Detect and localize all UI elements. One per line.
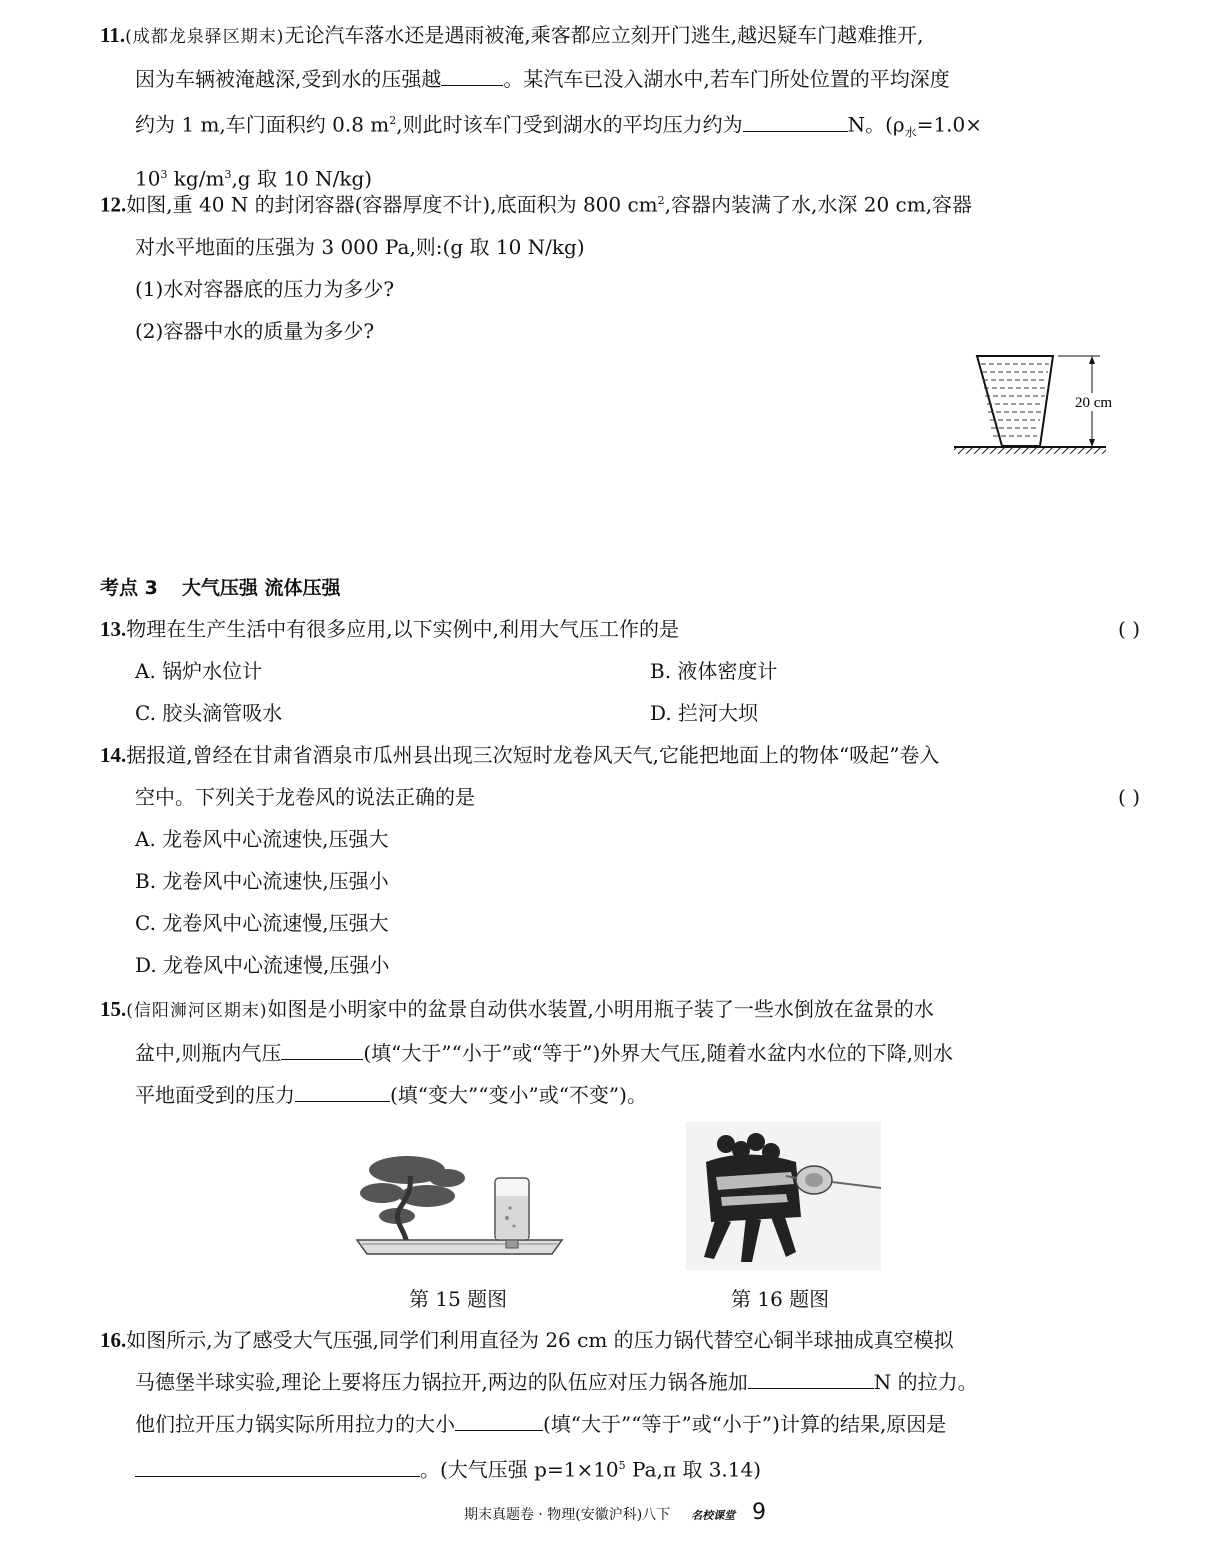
container-figure bbox=[950, 350, 1120, 460]
question-number: 15. bbox=[100, 997, 127, 1021]
question-text: 如图是小明家中的盆景自动供水装置,小明用瓶子装了一些水倒放在盆景的水 bbox=[267, 997, 934, 1021]
subscript: 水 bbox=[904, 125, 917, 140]
tree-foliage bbox=[360, 1156, 465, 1224]
sub-question: (1)水对容器底的压力为多少? bbox=[135, 276, 395, 301]
question-text: 10 bbox=[135, 166, 161, 191]
option-a[interactable]: A. 锅炉水位计 bbox=[135, 659, 263, 683]
container-outline bbox=[977, 356, 1053, 446]
question-11 bbox=[100, 14, 1140, 199]
section-label: 考点 3 bbox=[100, 577, 158, 599]
brand-logo: 名校课堂 bbox=[691, 1509, 736, 1522]
option-d[interactable]: D. 龙卷风中心流速慢,压强小 bbox=[135, 953, 390, 977]
section-heading bbox=[100, 568, 340, 608]
question-text: ,容器内装满了水,水深 20 cm,容器 bbox=[664, 192, 973, 217]
question-text: (填“大于”“小于”或“等于”)外界大气压,随着水盆内水位的下降,则水 bbox=[363, 1041, 954, 1065]
page-number: 9 bbox=[752, 1500, 767, 1525]
answer-blank[interactable] bbox=[135, 1454, 420, 1477]
ground-hatch bbox=[954, 448, 1106, 454]
option-c[interactable]: C. 龙卷风中心流速慢,压强大 bbox=[135, 911, 389, 935]
figure-16-caption: 第 16 题图 bbox=[731, 1287, 830, 1311]
superscript: 5 bbox=[618, 1459, 626, 1472]
option-b[interactable]: B. 龙卷风中心流速快,压强小 bbox=[135, 869, 389, 893]
question-text: =1.0× bbox=[916, 112, 983, 137]
tug-of-war-figure bbox=[686, 1122, 881, 1270]
question-text: ,g 取 10 N/kg) bbox=[231, 166, 373, 191]
question-text: N 的拉力。 bbox=[873, 1370, 978, 1394]
question-text: 据报道,曾经在甘肃省酒泉市瓜州县出现三次短时龙卷风天气,它能把地面上的物体“吸起”卷入 bbox=[126, 743, 940, 767]
question-text: 他们拉开压力锅实际所用拉力的大小 bbox=[135, 1412, 455, 1436]
question-14 bbox=[100, 734, 1140, 986]
question-15 bbox=[100, 988, 1140, 1116]
answer-blank[interactable] bbox=[281, 1037, 363, 1060]
question-text: 如图所示,为了感受大气压强,同学们利用直径为 26 cm 的压力锅代替空心铜半球抽成真空模拟 bbox=[126, 1328, 954, 1352]
question-text: 如图,重 40 N 的封闭容器(容器厚度不计),底面积为 800 cm bbox=[126, 192, 658, 217]
sub-question: (2)容器中水的质量为多少? bbox=[135, 318, 375, 343]
question-text: 约为 1 m,车门面积约 0.8 m bbox=[135, 112, 390, 137]
question-source: (信阳浉河区期末) bbox=[126, 1001, 268, 1021]
superscript: 3 bbox=[224, 167, 232, 181]
question-number: 13. bbox=[100, 617, 127, 641]
footer-title: 期末真题卷 · 物理(安徽沪科)八下 bbox=[463, 1507, 671, 1523]
question-13 bbox=[100, 608, 1140, 650]
question-number: 14. bbox=[100, 743, 127, 767]
question-text: kg/m bbox=[167, 166, 225, 191]
answer-blank[interactable] bbox=[748, 1366, 874, 1389]
section-title: 大气压强 流体压强 bbox=[181, 577, 341, 599]
question-number: 12. bbox=[100, 192, 127, 217]
question-text: (填“变大”“变小”或“不变”)。 bbox=[390, 1083, 647, 1107]
water-tray bbox=[357, 1240, 562, 1254]
option-c[interactable]: C. 胶头滴管吸水 bbox=[135, 701, 283, 725]
question-text: ,则此时该车门受到湖水的平均压力约为 bbox=[396, 112, 743, 137]
superscript: 3 bbox=[160, 167, 168, 181]
question-source: (成都龙泉驿区期末) bbox=[125, 27, 285, 47]
page-footer bbox=[0, 1500, 1230, 1525]
question-text: 。(大气压强 p=1×10 bbox=[420, 1457, 619, 1482]
question-text: 空中。下列关于龙卷风的说法正确的是 bbox=[135, 785, 475, 809]
question-text: Pa,π 取 3.14) bbox=[625, 1457, 762, 1482]
answer-paren[interactable]: ( ) bbox=[1118, 785, 1140, 809]
question-text: 。某汽车已没入湖水中,若车门所处位置的平均深度 bbox=[503, 67, 950, 91]
question-text: 物理在生产生活中有很多应用,以下实例中,利用大气压工作的是 bbox=[126, 617, 679, 641]
question-text: 马德堡半球实验,理论上要将压力锅拉开,两边的队伍应对压力锅各施加 bbox=[135, 1370, 748, 1394]
answer-paren[interactable]: ( ) bbox=[1118, 617, 1140, 641]
answer-blank[interactable] bbox=[455, 1408, 543, 1431]
question-12 bbox=[100, 180, 1140, 352]
question-text: 平地面受到的压力 bbox=[135, 1083, 295, 1107]
answer-blank[interactable] bbox=[295, 1079, 390, 1102]
depth-label: 20 cm bbox=[1075, 395, 1113, 411]
question-text: 无论汽车落水还是遇雨被淹,乘客都应立刻开门逃生,越迟疑车门越难推开, bbox=[284, 23, 924, 47]
question-16 bbox=[100, 1319, 1140, 1491]
option-d[interactable]: D. 拦河大坝 bbox=[650, 701, 759, 725]
figure-15-caption: 第 15 题图 bbox=[409, 1287, 508, 1311]
question-text: N。(ρ bbox=[847, 112, 905, 137]
answer-blank[interactable] bbox=[441, 63, 503, 86]
question-text: (填“大于”“等于”或“小于”)计算的结果,原因是 bbox=[543, 1412, 947, 1436]
superscript: 2 bbox=[657, 194, 665, 207]
question-text: 对水平地面的压强为 3 000 Pa,则:(g 取 10 N/kg) bbox=[135, 234, 585, 259]
question-number: 16. bbox=[100, 1328, 127, 1352]
question-number: 11. bbox=[100, 23, 126, 47]
option-a[interactable]: A. 龙卷风中心流速快,压强大 bbox=[135, 827, 389, 851]
question-text: 盆中,则瓶内气压 bbox=[135, 1041, 282, 1065]
option-b[interactable]: B. 液体密度计 bbox=[650, 659, 778, 683]
bonsai-figure bbox=[352, 1148, 572, 1263]
question-text: 因为车辆被淹越深,受到水的压强越 bbox=[135, 67, 442, 91]
answer-blank[interactable] bbox=[743, 109, 848, 132]
superscript: 2 bbox=[389, 114, 397, 127]
